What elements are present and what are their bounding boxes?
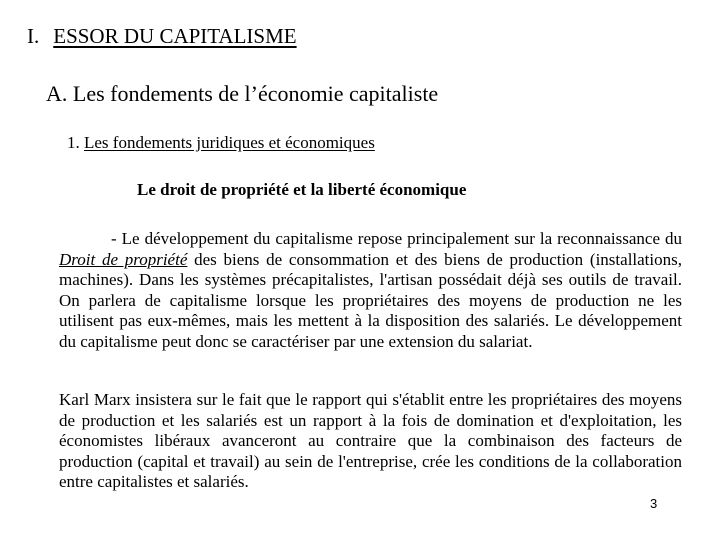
paragraph-1: [59, 229, 682, 352]
subsubsection-number: 1.: [67, 133, 80, 152]
paragraph-1-before: - Le développement du capitalisme repose principalement sur la reconnaissance du: [111, 229, 682, 248]
paragraph-2: Karl Marx insistera sur le fait que le rapport qui s'établit entre les propriétaires des moyens de production et les salariés est un rapport à la fois de domination et d'exploitation, les économistes libéraux avanceront au contraire que la combinaison des facteurs de production (capital et travail) au sein de l'entreprise, crée les conditions de la collaboration entre capitalistes et salariés.: [59, 390, 682, 491]
subsubsection-title: Les fondements juridiques et économiques: [84, 133, 375, 152]
section-title: ESSOR DU CAPITALISME: [53, 24, 297, 48]
topic-heading: Le droit de propriété et la liberté économique: [137, 180, 467, 199]
paragraph-1-after: des biens de consommation et des biens de production (installations, machines). Dans les systèmes précapitalistes, l'artisan possédait déjà ses outils de travail. On parlera de capitalisme lorsque les propriétaires des moyens de production ne les utilisent pas eux-mêmes, mais les mettent à la disposition des salariés. Le développement du capitalisme peut donc se caractériser par une extension du salariat.: [59, 249, 682, 351]
section-heading: [27, 24, 297, 49]
section-number: I.: [27, 24, 40, 48]
subsubsection-heading: [67, 133, 375, 153]
subsection-heading: A. Les fondements de l’économie capitaliste: [46, 81, 439, 106]
page-number: 3: [650, 496, 658, 511]
paragraph-1-emphasis: Droit de propriété: [59, 249, 188, 269]
